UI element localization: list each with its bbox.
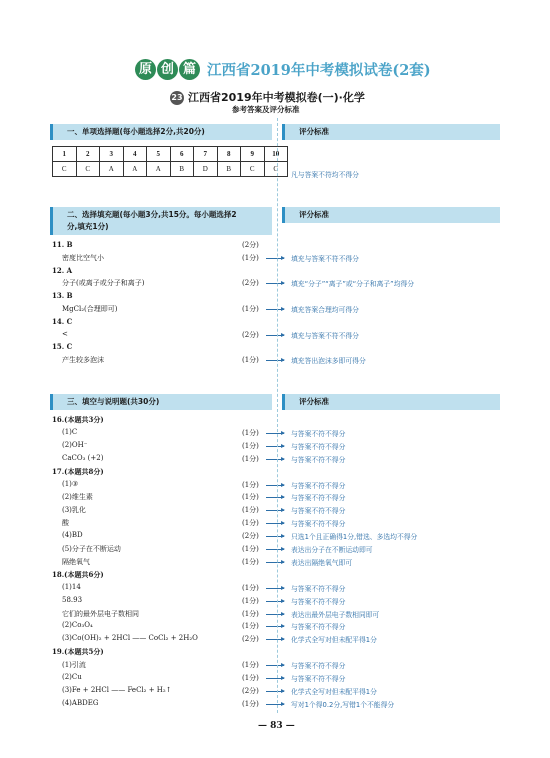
- criteria-text: 填充“分子”“离子”或“分子和离子”均得分: [291, 280, 415, 289]
- table-header-cell: 5: [147, 147, 171, 162]
- section-1-criteria-header: 评分标准: [282, 124, 500, 140]
- score-text: (2分): [242, 330, 259, 339]
- arrow-icon: [266, 639, 284, 640]
- question-number: 16.(本题共3分): [52, 415, 104, 424]
- criteria-text: 与答案不符不得分: [291, 662, 346, 671]
- answer-text: MgCl₂(合理即可): [62, 305, 118, 313]
- table-header-cell: 8: [217, 147, 241, 162]
- arrow-icon: [266, 459, 284, 460]
- table-answer-cell: B: [217, 162, 241, 177]
- arrow-icon: [266, 678, 284, 679]
- score-text: (1分): [242, 699, 259, 708]
- score-text: (1分): [242, 356, 259, 365]
- section-1-header: 一、单项选择题(每小题选择2分,共20分): [50, 124, 272, 140]
- exam-title: 江西省2019年中考模拟卷(一)·化学: [188, 91, 365, 104]
- score-text: (2分): [242, 532, 259, 541]
- criteria-text: 化学式全写对但未配平得1分: [291, 636, 377, 645]
- section-2-header: [50, 207, 272, 235]
- arrow-icon: [266, 510, 284, 511]
- score-text: (1分): [242, 557, 259, 566]
- question-number: 11. B: [52, 240, 73, 249]
- criteria-text: 与答案不符不得分: [291, 481, 346, 490]
- answer-table-answer-row: [53, 162, 288, 177]
- page-title: [170, 89, 365, 105]
- arrow-icon: [266, 626, 284, 627]
- arrow-icon: [266, 446, 284, 447]
- criteria-text: 填充答出泡沫多即可得分: [291, 357, 366, 366]
- page-number: — 83 —: [258, 721, 295, 731]
- answer-text: (1)引流: [62, 661, 86, 670]
- banner: [135, 58, 431, 80]
- score-text: (1分): [242, 596, 259, 605]
- answer-text: 密度比空气小: [62, 253, 104, 262]
- score-text: (1分): [242, 253, 259, 262]
- question-number: 19.(本题共5分): [52, 647, 104, 657]
- arrow-icon: [266, 562, 284, 563]
- section-2-criteria-header: 评分标准: [282, 207, 500, 223]
- criteria-text: 与答案不符不得分: [291, 675, 346, 683]
- exam-number-badge: 23: [170, 91, 184, 105]
- score-text: (2分): [242, 635, 259, 644]
- answer-text: (2)OH⁻: [62, 440, 88, 449]
- answer-text: 酸: [62, 519, 69, 528]
- question-number: 13. B: [52, 291, 73, 301]
- answer-text: 隔绝氧气: [62, 557, 90, 566]
- score-text: (1分): [242, 305, 259, 313]
- score-text: (1分): [242, 674, 259, 682]
- arrow-icon: [266, 283, 284, 284]
- banner-char: 原: [135, 59, 156, 80]
- criteria-text: 与答案不符不得分: [291, 429, 346, 438]
- answer-table: [52, 146, 288, 177]
- score-text: (1分): [242, 519, 259, 528]
- score-text: (1分): [242, 428, 259, 437]
- criteria-text: 与答案不符不得分: [291, 455, 346, 464]
- table-header-cell: 4: [123, 147, 147, 162]
- answer-text: (2)维生素: [62, 493, 93, 502]
- banner-title: 江西省2019年中考模拟试卷(2套): [207, 62, 431, 79]
- table-answer-cell: C: [264, 162, 288, 177]
- answer-text: 产生较多泡沫: [62, 356, 104, 365]
- answer-text: (3)Fe + 2HCl —— FeCl₂ + H₂↑: [62, 685, 172, 694]
- arrow-icon: [266, 588, 284, 589]
- score-text: (2分): [242, 686, 259, 695]
- score-text: (1分): [242, 441, 259, 450]
- section-2-title-line2: 分,填充1分): [67, 222, 109, 231]
- arrow-icon: [266, 614, 284, 615]
- answer-text: (1)C: [62, 427, 78, 436]
- arrow-icon: [266, 335, 284, 336]
- table-answer-cell: A: [123, 162, 147, 177]
- section-1-criteria: 凡与答案不符均不得分: [291, 171, 359, 179]
- table-answer-cell: C: [241, 162, 265, 177]
- question-number: 14. C: [52, 316, 73, 326]
- criteria-text: 与答案不符不得分: [291, 597, 346, 606]
- banner-char: 篇: [179, 59, 200, 80]
- section-3-header: 三、填空与说明题(共30分): [50, 394, 272, 410]
- arrow-icon: [266, 523, 284, 524]
- criteria-text: 与答案不符不得分: [291, 584, 346, 593]
- score-text: (2分): [242, 241, 259, 249]
- criteria-text: 与答案不符不得分: [291, 507, 346, 516]
- answer-text: <: [62, 329, 68, 338]
- arrow-icon: [266, 360, 284, 361]
- answer-text: 58.93: [62, 595, 83, 604]
- criteria-text: 填充与答案不符不得分: [291, 331, 359, 340]
- score-text: (1分): [242, 454, 259, 463]
- question-number: 15. C: [52, 342, 73, 352]
- score-text: (1分): [242, 622, 259, 631]
- answer-text: 它们的最外层电子数相同: [62, 609, 139, 618]
- answer-text: (3)Co(OH)₂ + 2HCl —— CoCl₂ + 2H₂O: [62, 634, 198, 643]
- answer-text: CaCO₃ (+2): [62, 453, 104, 462]
- criteria-text: 与答案不符不得分: [291, 520, 346, 529]
- section-2-title-line1: 二、选择填充题(每小题3分,共15分。每小题选择2: [67, 210, 237, 219]
- score-text: (2分): [242, 279, 259, 288]
- score-text: (1分): [242, 545, 259, 553]
- criteria-text: 填充答案合理均可得分: [291, 306, 359, 314]
- arrow-icon: [266, 258, 284, 259]
- answer-text: (3)乳化: [62, 506, 86, 515]
- arrow-icon: [266, 536, 284, 537]
- arrow-icon: [266, 497, 284, 498]
- column-divider: [277, 118, 278, 713]
- table-header-cell: 10: [264, 147, 288, 162]
- table-header-cell: 2: [76, 147, 100, 162]
- answer-text: (4)ABDEG: [62, 698, 99, 707]
- table-answer-cell: C: [76, 162, 100, 177]
- arrow-icon: [266, 309, 284, 310]
- score-text: (1分): [242, 661, 259, 670]
- table-answer-cell: D: [194, 162, 218, 177]
- answer-text: (4)BD: [62, 531, 83, 540]
- table-header-cell: 3: [100, 147, 124, 162]
- answer-text: 分子(或离子或分子和离子): [62, 279, 145, 288]
- arrow-icon: [266, 433, 284, 434]
- table-answer-cell: A: [147, 162, 171, 177]
- criteria-text: 表达出分子在不断运动即可: [291, 546, 373, 554]
- score-text: (1分): [242, 480, 259, 489]
- criteria-text: 化学式全写对但未配平得1分: [291, 687, 377, 696]
- table-answer-cell: B: [170, 162, 194, 177]
- criteria-text: 只选1个且正确得1分,错选、多选均不得分: [291, 533, 418, 542]
- section-3-criteria-header: 评分标准: [282, 394, 500, 410]
- table-header-cell: 9: [241, 147, 265, 162]
- criteria-text: 与答案不符不得分: [291, 442, 346, 451]
- arrow-icon: [266, 704, 284, 705]
- answer-text: (2)Co₃O₄: [62, 621, 93, 630]
- criteria-text: 与答案不符不得分: [291, 623, 346, 632]
- table-header-cell: 1: [53, 147, 77, 162]
- arrow-icon: [266, 549, 284, 550]
- answer-text: (1)③: [62, 479, 79, 488]
- question-number: 18.(本题共6分): [52, 569, 104, 579]
- answer-table-header-row: [53, 147, 288, 162]
- criteria-text: 表达出最外层电子数相同即可: [291, 610, 380, 619]
- score-text: (1分): [242, 506, 259, 515]
- table-answer-cell: A: [100, 162, 124, 177]
- answer-text: (5)分子在不断运动: [62, 545, 121, 553]
- arrow-icon: [266, 691, 284, 692]
- table-header-cell: 7: [194, 147, 218, 162]
- answer-text: (2)Cu: [62, 673, 82, 681]
- question-number: 17.(本题共8分): [52, 466, 104, 476]
- criteria-text: 填充与答案不符不得分: [291, 254, 359, 263]
- answer-text: (1)14: [62, 582, 81, 591]
- table-answer-cell: C: [53, 162, 77, 177]
- page-subtitle: 参考答案及评分标准: [232, 105, 300, 114]
- arrow-icon: [266, 485, 284, 486]
- arrow-icon: [266, 665, 284, 666]
- banner-char: 创: [157, 59, 178, 80]
- arrow-icon: [266, 601, 284, 602]
- criteria-text: 表达出隔绝氧气即可: [291, 558, 353, 567]
- criteria-text: 与答案不符不得分: [291, 494, 346, 503]
- score-text: (1分): [242, 493, 259, 502]
- criteria-text: 写对1个得0.2分,写错1个不能得分: [291, 700, 395, 709]
- score-text: (1分): [242, 609, 259, 618]
- table-header-cell: 6: [170, 147, 194, 162]
- question-number: 12. A: [52, 265, 73, 275]
- score-text: (1分): [242, 583, 259, 592]
